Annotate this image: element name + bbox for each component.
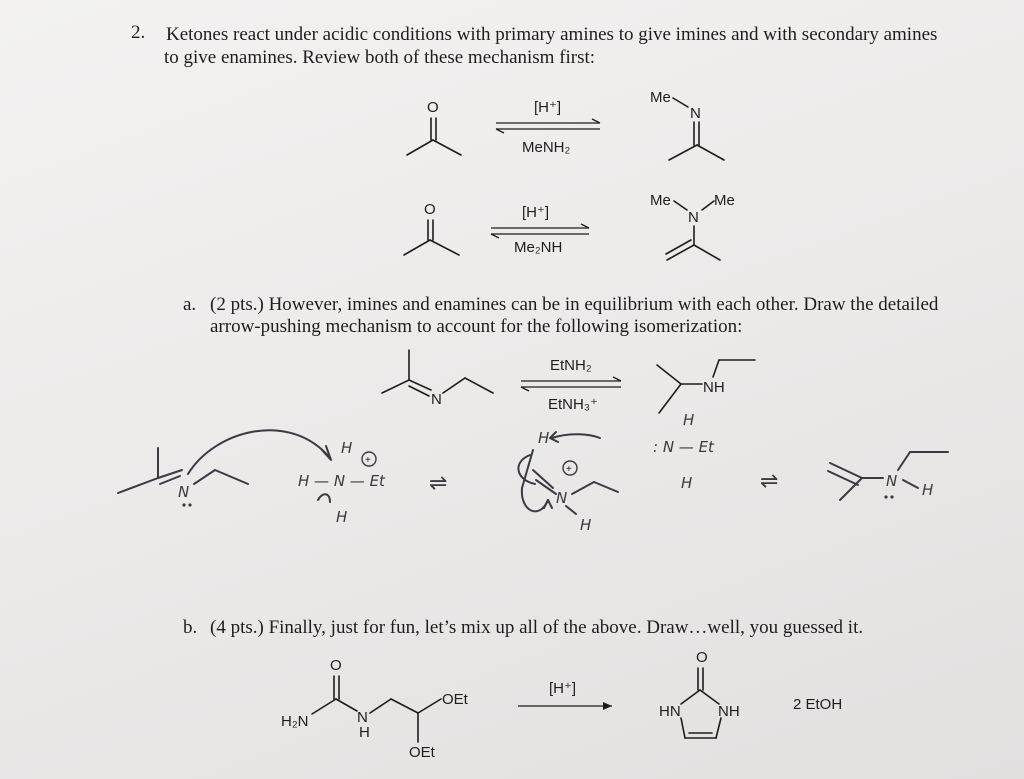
question-line-2: to give enamines. Review both of these mechanism first: xyxy=(164,47,596,68)
methyl-label-1: Me xyxy=(650,192,671,209)
hand-iminium xyxy=(518,429,618,534)
mid-h-bottom: H xyxy=(580,516,592,534)
enamine-nh: NH xyxy=(703,379,725,396)
mid-nitrogen: N xyxy=(556,489,568,507)
sm-amine: H₂N xyxy=(281,713,309,730)
imine-nitrogen: N xyxy=(690,105,701,122)
reagent-ethylamine: EtNH₂ xyxy=(550,357,592,374)
imine-reactant xyxy=(382,350,493,408)
imidazolone-product xyxy=(659,649,740,738)
imine-product xyxy=(650,89,724,160)
part-a-line-2: arrow-pushing mechanism to account for the following isomerization: xyxy=(210,316,743,337)
hand-ammonium xyxy=(298,439,386,526)
imine-nitrogen: N xyxy=(431,391,442,408)
amine-row: : N — Et xyxy=(653,438,714,456)
reaction-1 xyxy=(407,89,724,160)
prod-oxygen: O xyxy=(696,649,708,666)
curved-arrow-1 xyxy=(188,430,330,474)
ammonium-row: H — N — Et xyxy=(298,472,385,490)
hand-imine-nitrogen: N xyxy=(178,483,190,501)
sm-amide-nitrogen: N xyxy=(357,709,368,726)
equilibrium-arrow-3 xyxy=(521,377,621,391)
enamine-target xyxy=(657,360,755,413)
sm-amide-h: H xyxy=(359,724,370,741)
hand-amine xyxy=(653,411,715,492)
mid-h: H xyxy=(538,429,550,447)
enamine-nitrogen: N xyxy=(688,209,699,226)
hand-imine xyxy=(118,448,248,507)
part-a-isomerization xyxy=(382,350,755,413)
enamine-product xyxy=(650,192,735,260)
acetone-1 xyxy=(407,99,461,155)
mid-plus: + xyxy=(566,464,572,475)
byproduct-ethanol: 2 EtOH xyxy=(793,696,843,713)
reagent-dimethylamine: Me₂NH xyxy=(514,239,563,256)
equilibrium-arrow-2 xyxy=(491,224,589,238)
sm-ethoxy-2: OEt xyxy=(409,744,435,761)
reaction-2 xyxy=(404,192,735,260)
question-number: 2. xyxy=(131,22,146,43)
equilibrium-arrow-1 xyxy=(496,119,600,133)
reagent-ethylammonium: EtNH₃⁺ xyxy=(548,396,598,413)
sm-ethoxy-1: OEt xyxy=(442,691,468,708)
question-line-1: Ketones react under acidic conditions with primary amines to give imines and with secondary amines xyxy=(166,24,938,45)
methyl-label: Me xyxy=(650,89,671,106)
reagent-acid-2: [H⁺] xyxy=(522,204,550,221)
part-a-label: a. xyxy=(183,294,197,315)
sm-oxygen: O xyxy=(330,657,342,674)
reagent-acid-b: [H⁺] xyxy=(549,680,577,697)
part-a-line-1: (2 pts.) However, imines and enamines can be in equilibrium with each other. Draw the detailed xyxy=(210,294,939,315)
ammonium-h-bottom: H xyxy=(336,508,348,526)
prod-nh: NH xyxy=(718,703,740,720)
reagent-acid-1: [H⁺] xyxy=(534,99,562,116)
handwritten-mechanism xyxy=(118,411,948,534)
equilibrium-symbol-1: ⇌ xyxy=(429,471,448,496)
hand-enamine xyxy=(828,452,948,500)
part-b-label: b. xyxy=(183,617,198,638)
acetone-2 xyxy=(404,201,459,255)
final-nitrogen: N xyxy=(886,472,898,490)
methyl-label-2: Me xyxy=(714,192,735,209)
starting-material xyxy=(281,657,469,761)
part-b-line-1: (4 pts.) Finally, just for fun, let’s mix up all of the above. Draw…well, you guessed it. xyxy=(210,617,864,638)
part-b-reaction xyxy=(281,649,842,761)
amine-h-top: H xyxy=(683,411,695,429)
ketone-oxygen: O xyxy=(427,99,439,116)
ketone-oxygen: O xyxy=(424,201,436,218)
prod-hn: HN xyxy=(659,703,681,720)
final-h: H xyxy=(922,481,934,499)
amine-h-bottom: H xyxy=(681,474,693,492)
ammonium-h-top: H xyxy=(341,439,353,457)
ammonium-plus: + xyxy=(365,455,371,466)
equilibrium-symbol-2: ⇌ xyxy=(760,469,779,494)
reaction-arrow-b xyxy=(518,702,612,710)
reagent-methylamine: MeNH₂ xyxy=(522,139,571,156)
